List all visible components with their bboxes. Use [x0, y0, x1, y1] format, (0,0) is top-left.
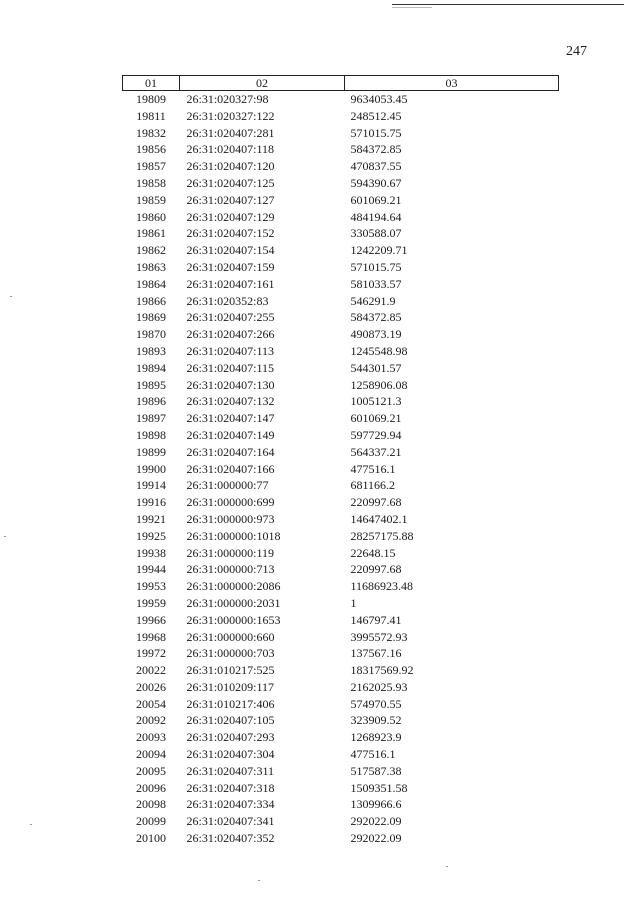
cell-02: 26:31:020407:255 — [186, 310, 275, 325]
cell-03: 546291.9 — [350, 293, 396, 308]
cell-02: 26:31:020407:311 — [186, 763, 275, 778]
cell-03: 292022.09 — [350, 814, 402, 829]
table-row — [123, 377, 559, 394]
cell-01: 19860 — [136, 209, 166, 224]
table-row — [123, 192, 559, 209]
cell-01: 19859 — [136, 192, 166, 207]
cell-03: 1242209.71 — [350, 243, 408, 258]
cell-01: 19866 — [136, 293, 166, 308]
cell-02: 26:31:020407:149 — [186, 427, 275, 442]
cell-01: 19869 — [136, 310, 166, 325]
scan-speck — [30, 824, 32, 825]
cell-02: 26:31:000000:1653 — [186, 612, 281, 627]
cell-02: 26:31:020407:281 — [186, 125, 275, 140]
cell-03: 3995572.93 — [350, 629, 408, 644]
cell-02: 26:31:000000:2086 — [186, 579, 281, 594]
cell-03: 14647402.1 — [350, 511, 408, 526]
table-row — [123, 729, 559, 746]
cell-02: 26:31:020352:83 — [186, 293, 269, 308]
cell-02: 26:31:020407:161 — [186, 276, 275, 291]
cell-03: 22648.15 — [350, 545, 396, 560]
cell-02: 26:31:020407:154 — [186, 243, 275, 258]
table-header — [123, 76, 559, 91]
cell-01: 20022 — [136, 663, 166, 678]
table-row — [123, 360, 559, 377]
table-row — [123, 242, 559, 259]
table-row — [123, 528, 559, 545]
cell-03: 18317569.92 — [350, 663, 414, 678]
table-row — [123, 662, 559, 679]
cell-01: 19925 — [136, 528, 166, 543]
cell-03: 574970.55 — [350, 696, 402, 711]
table-row — [123, 175, 559, 192]
cell-03: 584372.85 — [350, 310, 402, 325]
table-row — [123, 796, 559, 813]
cell-01: 19832 — [136, 125, 166, 140]
cell-02: 26:31:000000:1018 — [186, 528, 281, 543]
cell-01: 20092 — [136, 713, 166, 728]
table-row — [123, 427, 559, 444]
cell-01: 19870 — [136, 327, 166, 342]
cell-03: 1245548.98 — [350, 343, 408, 358]
scan-speck — [258, 880, 260, 881]
cell-01: 19897 — [136, 411, 166, 426]
cell-03: 323909.52 — [350, 713, 402, 728]
cell-01: 19857 — [136, 159, 166, 174]
cell-03: 1509351.58 — [350, 780, 408, 795]
scan-speck — [4, 536, 6, 537]
cell-03: 477516.1 — [350, 747, 396, 762]
cell-03: 477516.1 — [350, 461, 396, 476]
table-row — [123, 158, 559, 175]
table-row — [123, 444, 559, 461]
cell-02: 26:31:010217:406 — [186, 696, 275, 711]
cell-02: 26:31:000000:713 — [186, 562, 275, 577]
cell-02: 26:31:000000:2031 — [186, 595, 281, 610]
scan-speck — [10, 296, 12, 297]
top-rule-faint — [392, 7, 432, 8]
cell-02: 26:31:020407:113 — [186, 343, 275, 358]
cell-02: 26:31:000000:119 — [186, 545, 275, 560]
cell-02: 26:31:020407:118 — [186, 142, 275, 157]
cell-01: 20094 — [136, 747, 166, 762]
cell-01: 19959 — [136, 595, 166, 610]
cell-02: 26:31:020407:334 — [186, 797, 275, 812]
table-row — [123, 259, 559, 276]
cell-03: 517587.38 — [350, 763, 402, 778]
cell-02: 26:31:020407:152 — [186, 226, 275, 241]
cell-03: 681166.2 — [350, 478, 396, 493]
cell-03: 1258906.08 — [350, 377, 408, 392]
cell-01: 19968 — [136, 629, 166, 644]
cell-03: 2162025.93 — [350, 679, 408, 694]
cell-01: 20093 — [136, 730, 166, 745]
table-row — [123, 309, 559, 326]
table-row — [123, 293, 559, 310]
cell-03: 597729.94 — [350, 427, 402, 442]
data-table-container — [122, 75, 558, 847]
cell-03: 544301.57 — [350, 360, 402, 375]
table-row — [123, 830, 559, 847]
cell-03: 220997.68 — [350, 562, 402, 577]
cell-01: 19809 — [136, 92, 166, 106]
cell-01: 20098 — [136, 797, 166, 812]
cell-02: 26:31:020407:105 — [186, 713, 275, 728]
table-row — [123, 511, 559, 528]
column-header-03: 03 — [345, 76, 559, 91]
cell-01: 19898 — [136, 427, 166, 442]
cell-01: 19966 — [136, 612, 166, 627]
cell-03: 490873.19 — [350, 327, 402, 342]
table-row — [123, 410, 559, 427]
cell-01: 19972 — [136, 646, 166, 661]
table-body — [123, 91, 559, 847]
cell-01: 19938 — [136, 545, 166, 560]
column-header-01: 01 — [123, 76, 180, 91]
cell-02: 26:31:020407:130 — [186, 377, 275, 392]
cell-03: 564337.21 — [350, 444, 402, 459]
cell-03: 470837.55 — [350, 159, 402, 174]
scan-speck — [446, 866, 448, 867]
cell-03: 146797.41 — [350, 612, 402, 627]
cell-01: 19863 — [136, 259, 166, 274]
table-row — [123, 343, 559, 360]
table-header-row — [123, 76, 559, 91]
cell-01: 19864 — [136, 276, 166, 291]
cell-03: 571015.75 — [350, 259, 402, 274]
cell-02: 26:31:020407:120 — [186, 159, 275, 174]
table-row — [123, 746, 559, 763]
table-row — [123, 645, 559, 662]
table-row — [123, 461, 559, 478]
cell-02: 26:31:020407:132 — [186, 394, 275, 409]
cell-02: 26:31:020407:293 — [186, 730, 275, 745]
cell-01: 19899 — [136, 444, 166, 459]
cell-02: 26:31:010217:525 — [186, 663, 275, 678]
cell-02: 26:31:020407:127 — [186, 192, 275, 207]
cell-03: 220997.68 — [350, 495, 402, 510]
cell-01: 19895 — [136, 377, 166, 392]
table-row — [123, 141, 559, 158]
cell-03: 11686923.48 — [350, 579, 414, 594]
cell-01: 19916 — [136, 495, 166, 510]
cell-03: 1268923.9 — [350, 730, 402, 745]
cell-01: 19862 — [136, 243, 166, 258]
cell-02: 26:31:000000:699 — [186, 495, 275, 510]
cell-02: 26:31:020407:129 — [186, 209, 275, 224]
cell-03: 28257175.88 — [350, 528, 414, 543]
cell-03: 292022.09 — [350, 831, 402, 846]
page-number: 247 — [566, 44, 587, 59]
data-table — [122, 75, 559, 847]
cell-02: 26:31:020407:266 — [186, 327, 275, 342]
cell-03: 137567.16 — [350, 646, 402, 661]
cell-03: 248512.45 — [350, 108, 402, 123]
cell-02: 26:31:020407:341 — [186, 814, 275, 829]
cell-01: 20026 — [136, 679, 166, 694]
table-row — [123, 595, 559, 612]
cell-03: 1005121.3 — [350, 394, 402, 409]
cell-03: 571015.75 — [350, 125, 402, 140]
cell-01: 19953 — [136, 579, 166, 594]
cell-02: 26:31:010209:117 — [186, 679, 275, 694]
cell-02: 26:31:000000:660 — [186, 629, 275, 644]
cell-02: 26:31:020407:352 — [186, 831, 275, 846]
cell-03: 601069.21 — [350, 192, 402, 207]
cell-02: 26:31:020407:159 — [186, 259, 275, 274]
cell-01: 19893 — [136, 343, 166, 358]
cell-03: 581033.57 — [350, 276, 402, 291]
table-row — [123, 813, 559, 830]
cell-02: 26:31:000000:973 — [186, 511, 275, 526]
table-row — [123, 91, 559, 108]
table-row — [123, 477, 559, 494]
cell-02: 26:31:020407:164 — [186, 444, 275, 459]
cell-01: 20054 — [136, 696, 166, 711]
table-row — [123, 108, 559, 125]
cell-02: 26:31:020327:98 — [186, 92, 269, 106]
cell-02: 26:31:020407:125 — [186, 175, 275, 190]
table-row — [123, 393, 559, 410]
table-row — [123, 276, 559, 293]
cell-01: 19914 — [136, 478, 166, 493]
table-row — [123, 209, 559, 226]
cell-02: 26:31:020407:166 — [186, 461, 275, 476]
cell-03: 594390.67 — [350, 175, 402, 190]
cell-03: 1309966.6 — [350, 797, 402, 812]
cell-02: 26:31:000000:703 — [186, 646, 275, 661]
cell-01: 20095 — [136, 763, 166, 778]
cell-01: 19944 — [136, 562, 166, 577]
top-rule — [392, 4, 624, 5]
cell-01: 19900 — [136, 461, 166, 476]
table-row — [123, 125, 559, 142]
cell-01: 20096 — [136, 780, 166, 795]
cell-03: 584372.85 — [350, 142, 402, 157]
cell-02: 26:31:020407:147 — [186, 411, 275, 426]
cell-03: 9634053.45 — [350, 92, 408, 106]
table-row — [123, 696, 559, 713]
cell-02: 26:31:020407:115 — [186, 360, 275, 375]
table-row — [123, 712, 559, 729]
table-row — [123, 326, 559, 343]
table-row — [123, 612, 559, 629]
column-header-02: 02 — [180, 76, 345, 91]
cell-02: 26:31:000000:77 — [186, 478, 269, 493]
cell-03: 330588.07 — [350, 226, 402, 241]
cell-01: 20099 — [136, 814, 166, 829]
cell-03: 1 — [350, 595, 357, 610]
cell-01: 20100 — [136, 831, 166, 846]
cell-03: 601069.21 — [350, 411, 402, 426]
table-row — [123, 494, 559, 511]
table-row — [123, 780, 559, 797]
cell-01: 19896 — [136, 394, 166, 409]
table-row — [123, 561, 559, 578]
cell-02: 26:31:020407:304 — [186, 747, 275, 762]
cell-01: 19858 — [136, 175, 166, 190]
table-row — [123, 545, 559, 562]
cell-01: 19921 — [136, 511, 166, 526]
cell-02: 26:31:020327:122 — [186, 108, 275, 123]
cell-03: 484194.64 — [350, 209, 402, 224]
table-row — [123, 629, 559, 646]
cell-01: 19861 — [136, 226, 166, 241]
cell-01: 19894 — [136, 360, 166, 375]
cell-01: 19856 — [136, 142, 166, 157]
table-row — [123, 225, 559, 242]
table-row — [123, 578, 559, 595]
cell-02: 26:31:020407:318 — [186, 780, 275, 795]
cell-01: 19811 — [136, 108, 166, 123]
table-row — [123, 679, 559, 696]
table-row — [123, 763, 559, 780]
